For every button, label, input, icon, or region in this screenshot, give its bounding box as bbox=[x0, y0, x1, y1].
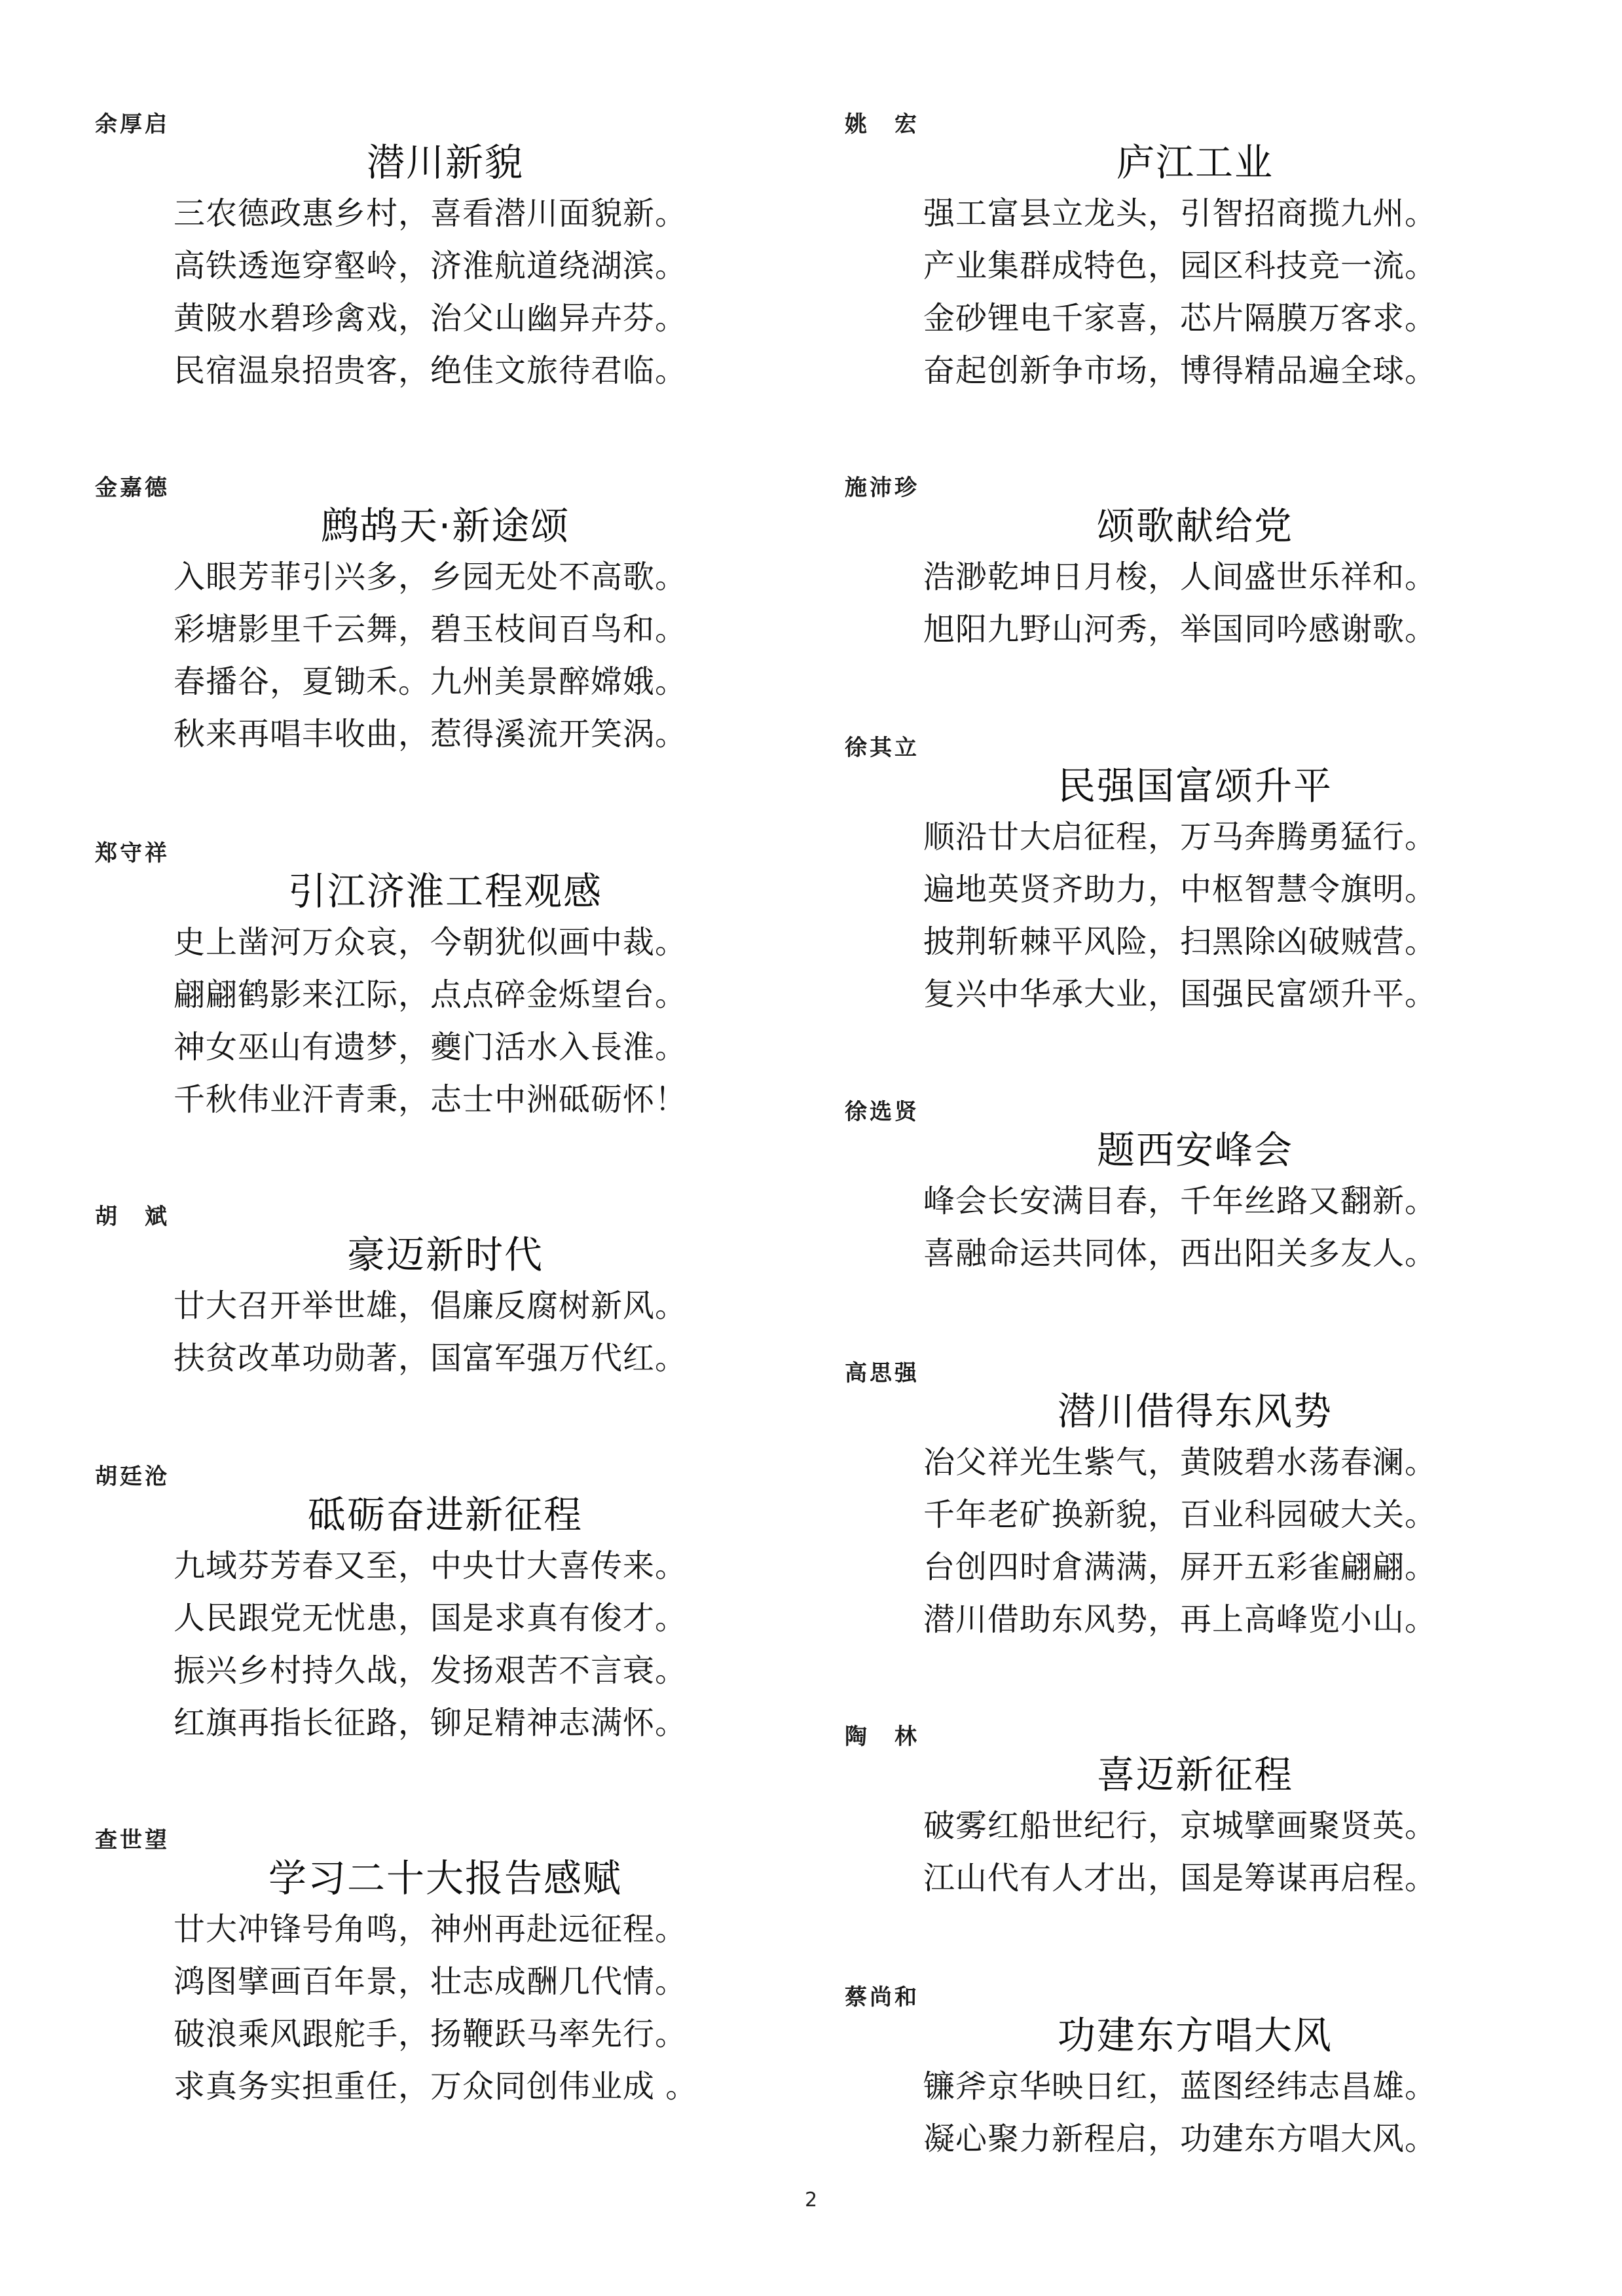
poem-author: 胡廷沧 bbox=[95, 1464, 170, 1490]
poem-author: 余厚启 bbox=[95, 111, 170, 138]
poem bbox=[835, 1099, 1555, 1280]
poem-author: 高思强 bbox=[845, 1360, 919, 1386]
poem-line: 彩塘影里千云舞，碧玉枝间百鸟和。 bbox=[174, 611, 688, 648]
poem-line: 潜川借助东风势，再上高峰览小山。 bbox=[923, 1601, 1437, 1638]
page-number: 2 bbox=[804, 2189, 818, 2212]
poem-line: 振兴乡村持久战，发扬艰苦不言衰。 bbox=[174, 1652, 688, 1689]
poem-line: 春播谷，夏锄禾。九州美景醉嫦娥。 bbox=[174, 663, 688, 700]
poem-lines bbox=[835, 811, 1555, 1020]
poem-line: 破浪乘风跟舵手，扬鞭跃马率先行。 bbox=[174, 2016, 688, 2052]
poem-lines bbox=[85, 1540, 805, 1749]
poem-line: 镰斧京华映日红，蓝图经纬志昌雄。 bbox=[923, 2068, 1437, 2105]
poem-line: 破雾红船世纪行，京城擘画聚贤英。 bbox=[923, 1807, 1437, 1844]
poem-line: 顺沿廿大启征程，万马奔腾勇猛行。 bbox=[923, 819, 1437, 855]
poem-title: 学习二十大报告感赋 bbox=[268, 1856, 622, 1900]
poem-author: 郑守祥 bbox=[95, 840, 170, 866]
poem bbox=[835, 735, 1555, 1020]
poem-lines bbox=[85, 551, 805, 760]
poem bbox=[85, 475, 805, 760]
poem-line: 复兴中华承大业，国强民富颂升平。 bbox=[923, 976, 1437, 1012]
poem-line: 人民跟党无忧患，国是求真有俊才。 bbox=[174, 1600, 688, 1637]
poem-line: 凝心聚力新程启，功建东方唱大风。 bbox=[923, 2120, 1437, 2157]
poem-line: 九域芬芳春又至，中央廿大喜传来。 bbox=[174, 1547, 688, 1584]
poem-line: 廿大召开举世雄，倡廉反腐树新风。 bbox=[174, 1287, 688, 1324]
poem-line: 千年老矿换新貌，百业科园破大关。 bbox=[923, 1496, 1437, 1533]
poem-lines bbox=[835, 1175, 1555, 1280]
poem-title: 喜迈新征程 bbox=[1096, 1752, 1293, 1797]
poem-lines bbox=[835, 2060, 1555, 2165]
poem-author: 施沛珍 bbox=[845, 475, 919, 501]
poem-line: 江山代有人才出，国是筹谋再启程。 bbox=[923, 1860, 1437, 1897]
poem-title: 题西安峰会 bbox=[1096, 1128, 1293, 1172]
poem-line: 史上凿河万众哀，今朝犹似画中裁。 bbox=[174, 924, 688, 961]
poem-title: 鹧鸪天·新途颂 bbox=[320, 504, 570, 548]
poem-line: 求真务实担重任，万众同创伟业成 。 bbox=[174, 2068, 698, 2105]
poem-line: 廿大冲锋号角鸣，神州再赴远征程。 bbox=[174, 1911, 688, 1948]
poem-author: 查世望 bbox=[95, 1827, 170, 1853]
poem-line: 三农德政惠乡村，喜看潜川面貌新。 bbox=[174, 195, 688, 232]
poem-title: 砥砺奋进新征程 bbox=[307, 1492, 583, 1537]
poem-line: 产业集群成特色，园区科技竞一流。 bbox=[923, 248, 1437, 284]
poem bbox=[835, 1984, 1555, 2165]
poem-line: 峰会长安满目春，千年丝路又翻新。 bbox=[923, 1183, 1437, 1219]
poem-lines bbox=[835, 551, 1555, 656]
poem-line: 秋来再唱丰收曲，惹得溪流开笑涡。 bbox=[174, 716, 688, 752]
poem bbox=[835, 475, 1555, 656]
poem-line: 喜融命运共同体，西出阳关多友人。 bbox=[923, 1235, 1437, 1272]
poem-line: 黄陂水碧珍禽戏，治父山幽异卉芬。 bbox=[174, 300, 688, 337]
poem-title: 民强国富颂升平 bbox=[1057, 764, 1333, 808]
poem-line: 神女巫山有遗梦，夔门活水入長淮。 bbox=[174, 1029, 688, 1065]
poem-line: 红旗再指长征路，铆足精神志满怀。 bbox=[174, 1705, 688, 1741]
poem-line: 入眼芳菲引兴多，乡园无处不高歌。 bbox=[174, 559, 688, 595]
poem bbox=[85, 1204, 805, 1384]
poem-line: 鸿图擘画百年景，壮志成酬几代情。 bbox=[174, 1963, 688, 2000]
poem bbox=[85, 840, 805, 1126]
poem-author: 徐选贤 bbox=[845, 1099, 919, 1125]
poem bbox=[85, 1827, 805, 2113]
poem-author: 胡 斌 bbox=[95, 1204, 170, 1230]
poem-title: 颂歌献给党 bbox=[1096, 504, 1293, 548]
poem-title: 潜川新貌 bbox=[366, 140, 524, 185]
poem-line: 遍地英贤齐助力，中枢智慧令旗明。 bbox=[923, 871, 1437, 908]
poem bbox=[85, 111, 805, 397]
poem-title: 潜川借得东风势 bbox=[1057, 1389, 1333, 1434]
poem-author: 姚 宏 bbox=[845, 111, 919, 138]
poem-author: 蔡尚和 bbox=[845, 1984, 919, 2010]
poem-line: 强工富县立龙头，引智招商揽九州。 bbox=[923, 195, 1437, 232]
poem bbox=[835, 1360, 1555, 1646]
poem-lines bbox=[835, 1800, 1555, 1904]
poem-line: 浩渺乾坤日月梭，人间盛世乐祥和。 bbox=[923, 559, 1437, 595]
poem-lines bbox=[85, 1280, 805, 1384]
poem-title: 豪迈新时代 bbox=[346, 1232, 544, 1277]
poem-line: 千秋伟业汗青秉，志士中洲砥砺怀！ bbox=[174, 1081, 688, 1118]
poem-lines bbox=[85, 1903, 805, 2113]
poem-author: 陶 林 bbox=[845, 1724, 919, 1750]
poem bbox=[835, 1724, 1555, 1904]
poem-lines bbox=[835, 187, 1555, 397]
poem-title: 功建东方唱大风 bbox=[1057, 2013, 1333, 2058]
poem-line: 高铁透迤穿壑岭，济淮航道绕湖滨。 bbox=[174, 248, 688, 284]
poem bbox=[835, 111, 1555, 397]
poem-lines bbox=[835, 1436, 1555, 1646]
poem-line: 旭阳九野山河秀，举国同吟感谢歌。 bbox=[923, 611, 1437, 648]
poem-lines bbox=[85, 916, 805, 1126]
poem-line: 翩翩鹤影来江际，点点碎金烁望台。 bbox=[174, 976, 688, 1013]
poem-lines bbox=[85, 187, 805, 397]
poem-line: 扶贫改革功勋著，国富军强万代红。 bbox=[174, 1340, 688, 1377]
poem-author: 徐其立 bbox=[845, 735, 919, 761]
poem-title: 引江济淮工程观感 bbox=[287, 869, 602, 914]
poem-line: 金砂锂电千家喜，芯片隔膜万客求。 bbox=[923, 300, 1437, 337]
poem-author: 金嘉德 bbox=[95, 475, 170, 501]
poem-line: 奋起创新争市场，博得精品遍全球。 bbox=[923, 352, 1437, 389]
poem bbox=[85, 1464, 805, 1749]
poem-line: 台创四时倉满满，屏开五彩雀翩翩。 bbox=[923, 1549, 1437, 1585]
poem-title: 庐江工业 bbox=[1116, 140, 1274, 185]
poem-line: 披荆斩棘平风险，扫黑除凶破贼营。 bbox=[923, 923, 1437, 960]
poem-line: 民宿温泉招贵客，绝佳文旅待君临。 bbox=[174, 352, 688, 389]
poem-line: 冶父祥光生紫气，黄陂碧水荡春澜。 bbox=[923, 1444, 1437, 1481]
